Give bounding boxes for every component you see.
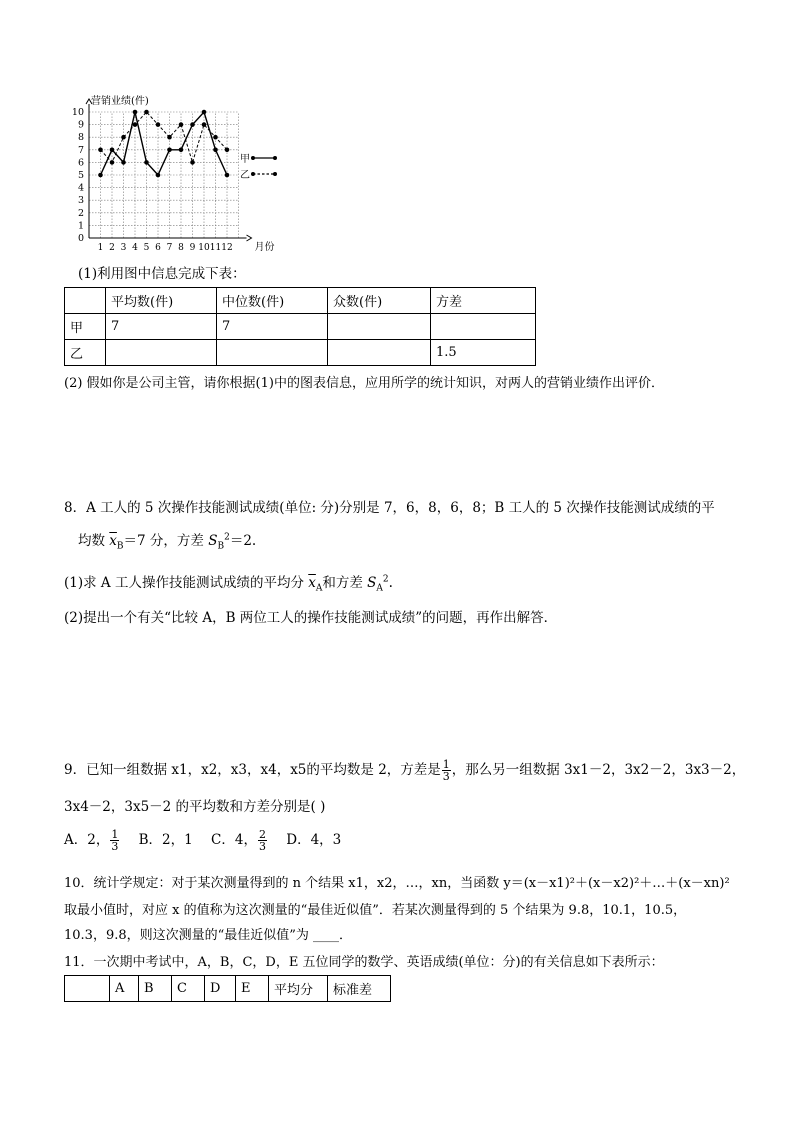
x-tick-label: 9: [189, 243, 196, 253]
denominator: 3: [111, 840, 119, 853]
table-cell: D: [205, 976, 236, 1002]
table-cell: 1.5: [431, 340, 536, 366]
y-tick-label: 10: [71, 107, 84, 118]
y-tick-label: 3: [77, 195, 84, 207]
numerator: 1: [442, 758, 450, 771]
data-point: [167, 148, 172, 153]
legend-marker: [251, 172, 255, 176]
data-point: [190, 122, 195, 127]
q8-line1: 8．A 工人的 5 次操作技能测试成绩(单位: 分)分别是 7，6，8，6，8；B 工人的 5 次操作技能测试成绩的平: [64, 500, 715, 516]
table-cell: E: [236, 976, 269, 1002]
table-cell: 甲: [65, 314, 106, 340]
x-tick-label: 2: [109, 243, 115, 253]
table-cell: 方差: [431, 288, 536, 314]
q8-line2: [78, 529, 256, 552]
data-point: [167, 135, 172, 140]
option-d: D．4，3: [286, 832, 342, 848]
q8-part2: (2)提出一个有关“比较 A，B 两位工人的操作技能测试成绩”的问题，再作出解答．: [64, 610, 558, 626]
q7-part1: (1)利用图中信息完成下表：: [78, 266, 246, 282]
x-tick-label: 11: [209, 243, 222, 253]
table-cell: 7: [217, 314, 328, 340]
q8-part1: [64, 571, 393, 594]
variance-symbol: S: [208, 533, 218, 549]
fraction: [258, 829, 267, 852]
x-tick-label: 10: [198, 243, 210, 253]
y-tick-label: 6: [77, 157, 84, 169]
table-cell: 标准差: [328, 976, 391, 1002]
data-point: [98, 148, 103, 153]
series-line-1: [101, 112, 228, 175]
legend-label: 乙: [240, 170, 250, 181]
data-point: [225, 173, 230, 178]
table-cell: 7: [106, 314, 217, 340]
table-cell: 众数(件): [328, 288, 431, 314]
text: ＝2.: [229, 533, 257, 549]
q10-line1: 10．统计学规定：对于某次测量得到的 n 个结果 x1，x2，…，xn，当函数 y＝(x－x1)²＋(x－x2)²＋…＋(x－xn)²: [64, 876, 730, 891]
x-tick-label: 12: [221, 243, 233, 253]
option-c: C．4，: [211, 832, 257, 848]
fraction: [110, 829, 119, 852]
legend-label: 甲: [240, 154, 250, 165]
y-tick-label: 4: [77, 182, 84, 194]
data-point: [202, 110, 207, 115]
superscript: 2: [224, 532, 230, 543]
text: ，那么另一组数据 3x1－2，3x2－2，3x3－2，: [451, 762, 746, 778]
denominator: 3: [442, 770, 450, 783]
data-point: [121, 135, 126, 140]
y-tick-label: 2: [77, 207, 84, 219]
x-tick-label: 6: [155, 243, 161, 253]
table-cell: C: [172, 976, 205, 1002]
q9-line1: [64, 758, 745, 782]
y-tick-label: 8: [77, 132, 84, 144]
numerator: 2: [258, 828, 266, 841]
table-row: [65, 314, 536, 340]
data-point: [202, 122, 207, 127]
legend-marker: [273, 156, 277, 160]
data-point: [121, 160, 126, 165]
x-axis-label: 月份: [254, 242, 275, 253]
table-cell: [328, 314, 431, 340]
x-tick-label: 5: [143, 243, 150, 253]
data-point: [179, 148, 184, 153]
table-row: [65, 340, 536, 366]
data-point: [144, 110, 149, 115]
q11-line1: 11．一次期中考试中，A，B，C，D，E 五位同学的数学、英语成绩(单位：分)的有关信息如下表所示：: [64, 955, 664, 970]
q9-line2: 3x4－2，3x5－2 的平均数和方差分别是( ): [64, 799, 326, 815]
fraction: [442, 759, 451, 782]
table-cell: B: [139, 976, 172, 1002]
y-tick-label: 7: [77, 144, 84, 156]
table-cell: 乙: [65, 340, 106, 366]
x-tick-label: 1: [97, 243, 104, 253]
subscript: B: [116, 541, 124, 552]
text: 9．已知一组数据 x: [64, 762, 179, 778]
table-cell: 中位数(件): [217, 288, 328, 314]
table-cell: 平均分: [269, 976, 328, 1002]
subscript: B: [217, 541, 225, 552]
legend-marker: [251, 156, 255, 160]
table-cell: [431, 314, 536, 340]
q7-part2: (2) 假如你是公司主管，请你根据(1)中的图表信息，应用所学的统计知识，对两人的营销业绩作出评价．: [64, 376, 664, 391]
table-cell: [217, 340, 328, 366]
data-point: [133, 110, 138, 115]
text: ＝7 分，方差: [123, 533, 209, 549]
data-point: [213, 148, 218, 153]
text: (1)求 A 工人操作技能测试成绩的平均分: [64, 575, 309, 591]
table-row: [65, 976, 391, 1002]
x-tick-label: 7: [166, 243, 173, 253]
table-cell: 平均数(件): [106, 288, 217, 314]
text: 均数: [78, 533, 110, 549]
option-b: B．2，1: [138, 832, 193, 848]
data-point: [98, 173, 103, 178]
q11-table: [64, 975, 391, 1002]
x-tick-label: 8: [178, 243, 184, 253]
numerator: 1: [111, 828, 119, 841]
sales-line-chart: [62, 88, 292, 258]
q10-line2: 取最小值时，对应 x 的值称为这次测量的“最佳近似值”．若某次测量得到的 5 个结果为 9.8，10.1，10.5，: [64, 903, 687, 918]
data-point: [213, 135, 218, 140]
data-point: [179, 122, 184, 127]
data-point: [156, 122, 161, 127]
legend-marker: [273, 172, 277, 176]
y-tick-label: 0: [77, 233, 84, 244]
superscript: 2: [382, 574, 389, 585]
mean-symbol: $\overline{x}$: [308, 575, 316, 591]
x-axis-arrow: [247, 235, 252, 241]
table-cell: A: [110, 976, 139, 1002]
chart-series: [98, 110, 229, 178]
variance-symbol: S: [367, 575, 377, 591]
y-tick-label: 9: [77, 119, 84, 131]
text: 1，x2，x3，x4，x5: [179, 762, 307, 778]
data-point: [133, 122, 138, 127]
q9-options: [64, 828, 341, 852]
denominator: 3: [258, 840, 266, 853]
table-cell: [106, 340, 217, 366]
data-point: [156, 173, 161, 178]
mean-symbol: $\overline{x}$: [109, 533, 117, 549]
data-point: [190, 160, 195, 165]
table-cell: [65, 976, 110, 1002]
subscript: A: [315, 583, 323, 594]
q7-table: [64, 287, 536, 366]
y-tick-label: 5: [77, 170, 84, 181]
text: .: [388, 575, 393, 591]
option-a: A．2，: [64, 832, 110, 848]
chart-legend: [240, 153, 277, 181]
data-point: [110, 160, 115, 165]
table-row: [65, 288, 536, 314]
text: 和方差: [322, 575, 368, 591]
x-tick-label: 4: [132, 243, 138, 253]
data-point: [225, 148, 230, 153]
data-point: [110, 148, 115, 153]
chart-grid: [89, 112, 239, 238]
data-point: [144, 160, 149, 165]
q10-line3: 10.3，9.8，则这次测量的“最佳近似值”为 ____．: [64, 928, 353, 943]
y-tick-label: 1: [77, 220, 84, 232]
subscript: A: [376, 583, 383, 594]
text: 的平均数是 2，方差是: [306, 762, 441, 778]
x-tick-label: 3: [120, 243, 127, 253]
table-cell: [328, 340, 431, 366]
table-cell: [65, 288, 106, 314]
y-axis-label: 营销业绩(件): [91, 96, 149, 107]
